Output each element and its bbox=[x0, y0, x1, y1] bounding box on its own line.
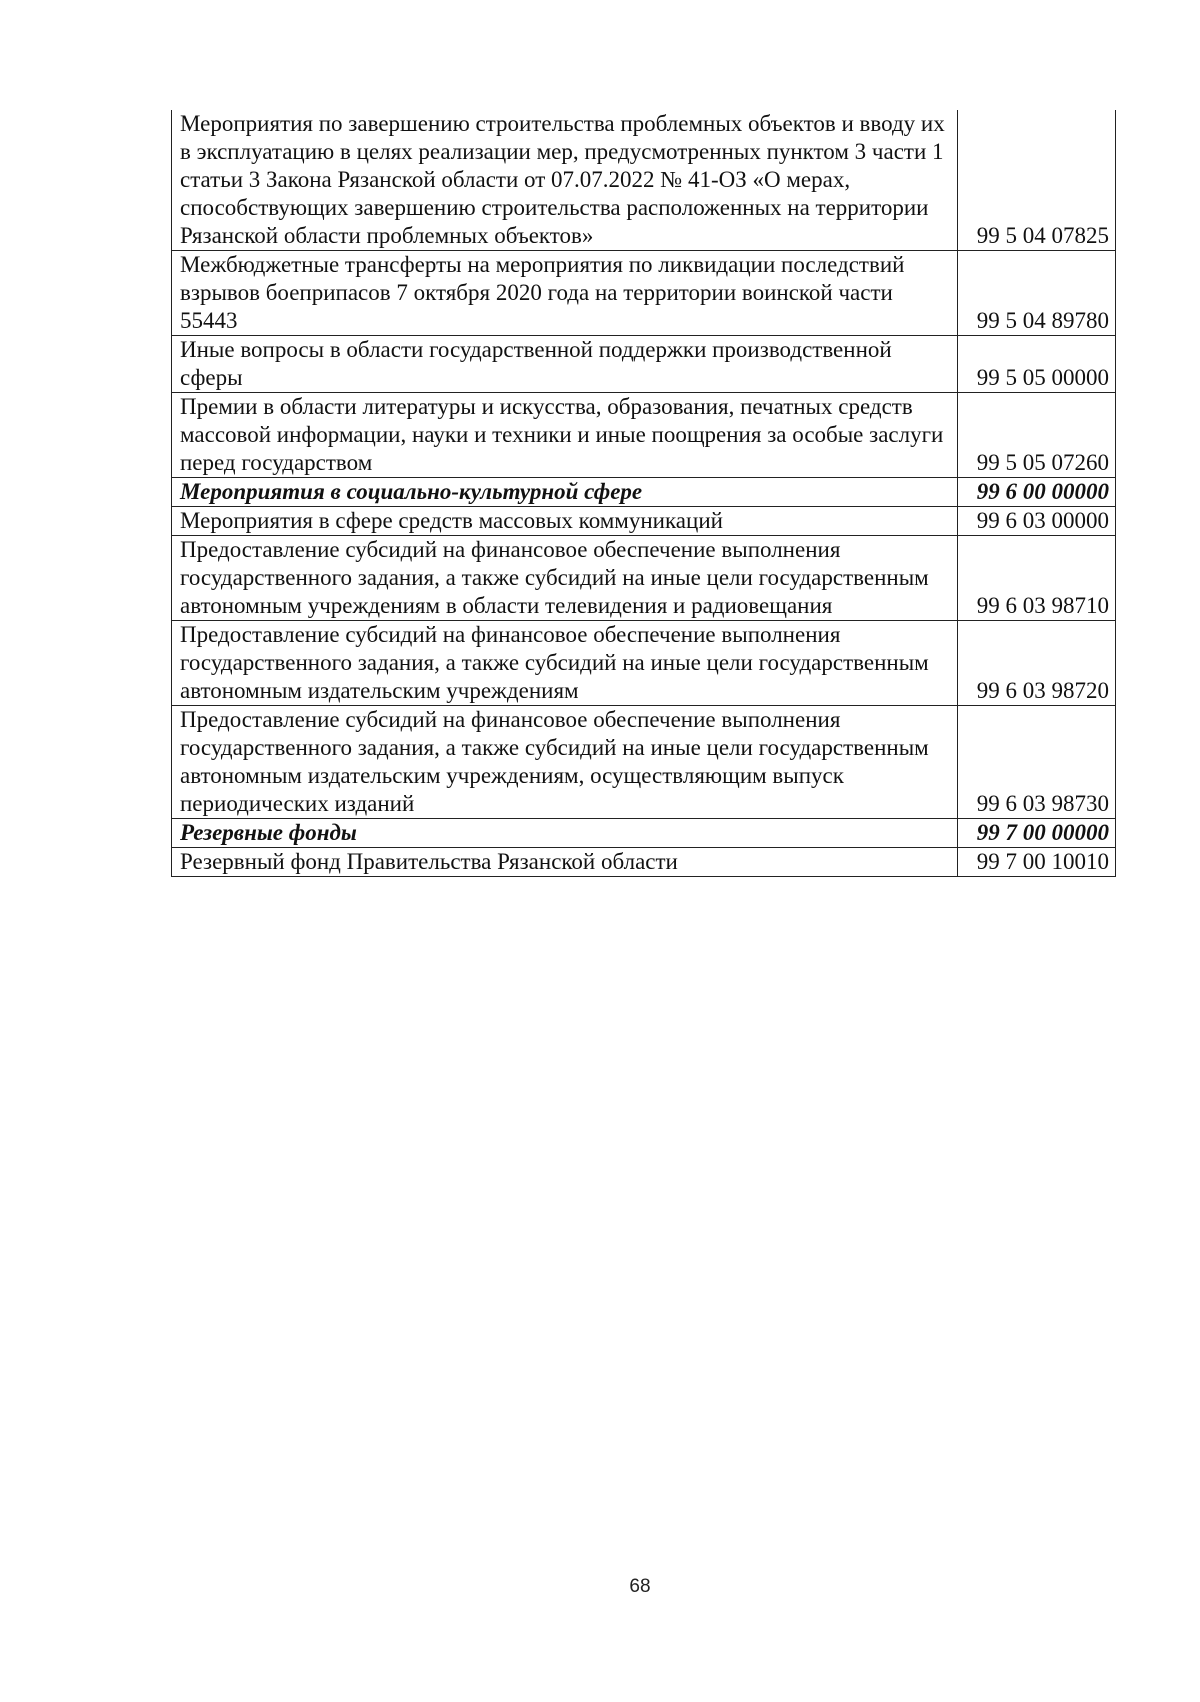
row-name: Предоставление субсидий на финансовое обеспечение выполнения государственного задания, а также субсидий на иные цели государственным автономным учреждениям в области телевидения и радиовещания bbox=[172, 536, 958, 621]
row-code: 99 5 05 00000 bbox=[958, 336, 1116, 393]
row-code: 99 6 03 00000 bbox=[958, 507, 1116, 536]
page-number: 68 bbox=[629, 1576, 651, 1597]
section-name: Резервные фонды bbox=[172, 819, 958, 848]
row-code: 99 5 04 89780 bbox=[958, 251, 1116, 336]
table-row bbox=[172, 848, 1116, 877]
row-name: Предоставление субсидий на финансовое обеспечение выполнения государственного задания, а также субсидий на иные цели государственным автономным издательским учреждениям, осуществляющим выпуск периодических изданий bbox=[172, 706, 958, 819]
table-row bbox=[172, 251, 1116, 336]
row-code: 99 6 03 98720 bbox=[958, 621, 1116, 706]
row-code: 99 5 05 07260 bbox=[958, 393, 1116, 478]
row-code: 99 6 03 98710 bbox=[958, 536, 1116, 621]
row-name: Иные вопросы в области государственной поддержки производственной сферы bbox=[172, 336, 958, 393]
table-row bbox=[172, 706, 1116, 819]
table-row bbox=[172, 110, 1116, 251]
row-code: 99 7 00 10010 bbox=[958, 848, 1116, 877]
row-name: Межбюджетные трансферты на мероприятия по ликвидации последствий взрывов боеприпасов 7 октября 2020 года на территории воинской части 55443 bbox=[172, 251, 958, 336]
budget-code-table bbox=[171, 110, 1116, 877]
table-row bbox=[172, 393, 1116, 478]
row-name: Предоставление субсидий на финансовое обеспечение выполнения государственного задания, а также субсидий на иные цели государственным автономным издательским учреждениям bbox=[172, 621, 958, 706]
row-name: Премии в области литературы и искусства, образования, печатных средств массовой информации, науки и техники и иные поощрения за особые заслуги перед государством bbox=[172, 393, 958, 478]
table-row bbox=[172, 507, 1116, 536]
row-name: Мероприятия в сфере средств массовых коммуникаций bbox=[172, 507, 958, 536]
row-name: Резервный фонд Правительства Рязанской области bbox=[172, 848, 958, 877]
row-code: 99 6 03 98730 bbox=[958, 706, 1116, 819]
section-code: 99 7 00 00000 bbox=[958, 819, 1116, 848]
row-code: 99 5 04 07825 bbox=[958, 110, 1116, 251]
table-row bbox=[172, 536, 1116, 621]
table-row bbox=[172, 336, 1116, 393]
row-name: Мероприятия по завершению строительства проблемных объектов и вводу их в эксплуатацию в целях реализации мер, предусмотренных пунктом 3 части 1 статьи 3 Закона Рязанской области от 07.07.2022 № 41-ОЗ «О мерах, способствующих завершению строительства расположенных на территории Рязанской области проблемных объектов» bbox=[172, 110, 958, 251]
section-name: Мероприятия в социально-культурной сфере bbox=[172, 478, 958, 507]
table-row bbox=[172, 621, 1116, 706]
section-code: 99 6 00 00000 bbox=[958, 478, 1116, 507]
section-row bbox=[172, 478, 1116, 507]
section-row bbox=[172, 819, 1116, 848]
